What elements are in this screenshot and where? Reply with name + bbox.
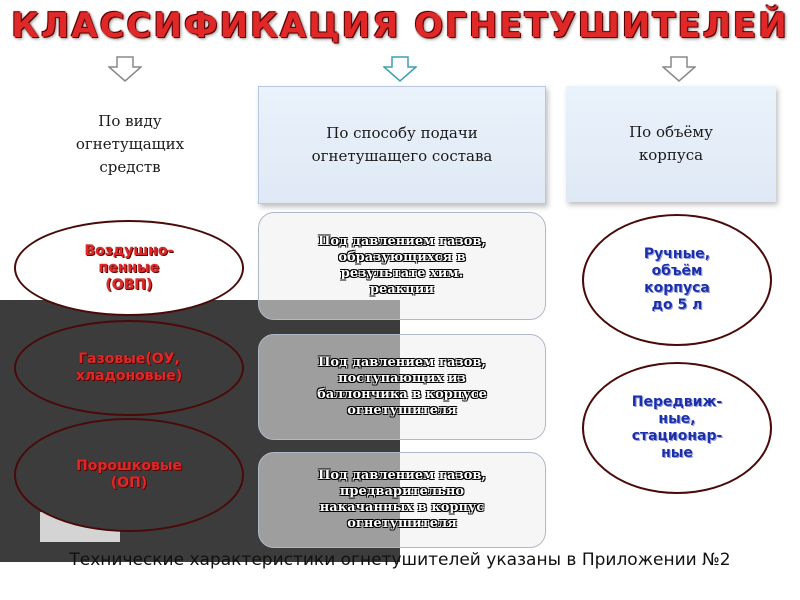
down-arrow-icon bbox=[383, 56, 417, 82]
category-label: По способу подачи огнетушащего состава bbox=[311, 124, 493, 165]
footer-note: Технические характеристики огнетушителей указаны в Приложении №2 bbox=[69, 550, 731, 570]
oval-mobile bbox=[582, 362, 772, 494]
down-arrow-icon bbox=[662, 56, 696, 82]
delivery-gas-cartridge bbox=[258, 334, 546, 440]
oval-air-foam bbox=[14, 220, 244, 316]
oval-label: Передвиж-ные, стационар-ные bbox=[631, 394, 723, 461]
category-by-agent bbox=[40, 86, 220, 202]
oval-label: Ручные, объём корпуса до 5 л bbox=[643, 246, 711, 313]
oval-label: Газовые(ОУ, хладоновые) bbox=[75, 351, 183, 384]
category-by-delivery bbox=[258, 86, 546, 204]
delivery-stored-pressure bbox=[258, 452, 546, 548]
page-title: КЛАССИФИКАЦИЯ ОГНЕТУШИТЕЛЕЙ bbox=[11, 6, 789, 46]
category-label: По виду огнетущащих средств bbox=[75, 111, 185, 176]
oval-label: Воздушно-пенные (ОВП) bbox=[84, 242, 174, 293]
oval-gas bbox=[14, 320, 244, 416]
delivery-label: Под давлением газов, поступающих из баллончика в корпусе огнетушителя bbox=[317, 355, 487, 418]
down-arrow-icon bbox=[108, 56, 142, 82]
category-by-volume bbox=[566, 86, 776, 202]
delivery-label: Под давлением газов, предварительно накачанных в корпус огнетушителя bbox=[318, 468, 486, 531]
category-label: По объёму корпуса bbox=[629, 123, 713, 164]
oval-hand-held bbox=[582, 214, 772, 346]
oval-label: Порошковые (ОП) bbox=[76, 458, 182, 491]
delivery-label: Под давлением газов, образующихся в результате хим. реакции bbox=[318, 234, 486, 297]
delivery-chemical-reaction bbox=[258, 212, 546, 320]
oval-powder bbox=[14, 418, 244, 532]
